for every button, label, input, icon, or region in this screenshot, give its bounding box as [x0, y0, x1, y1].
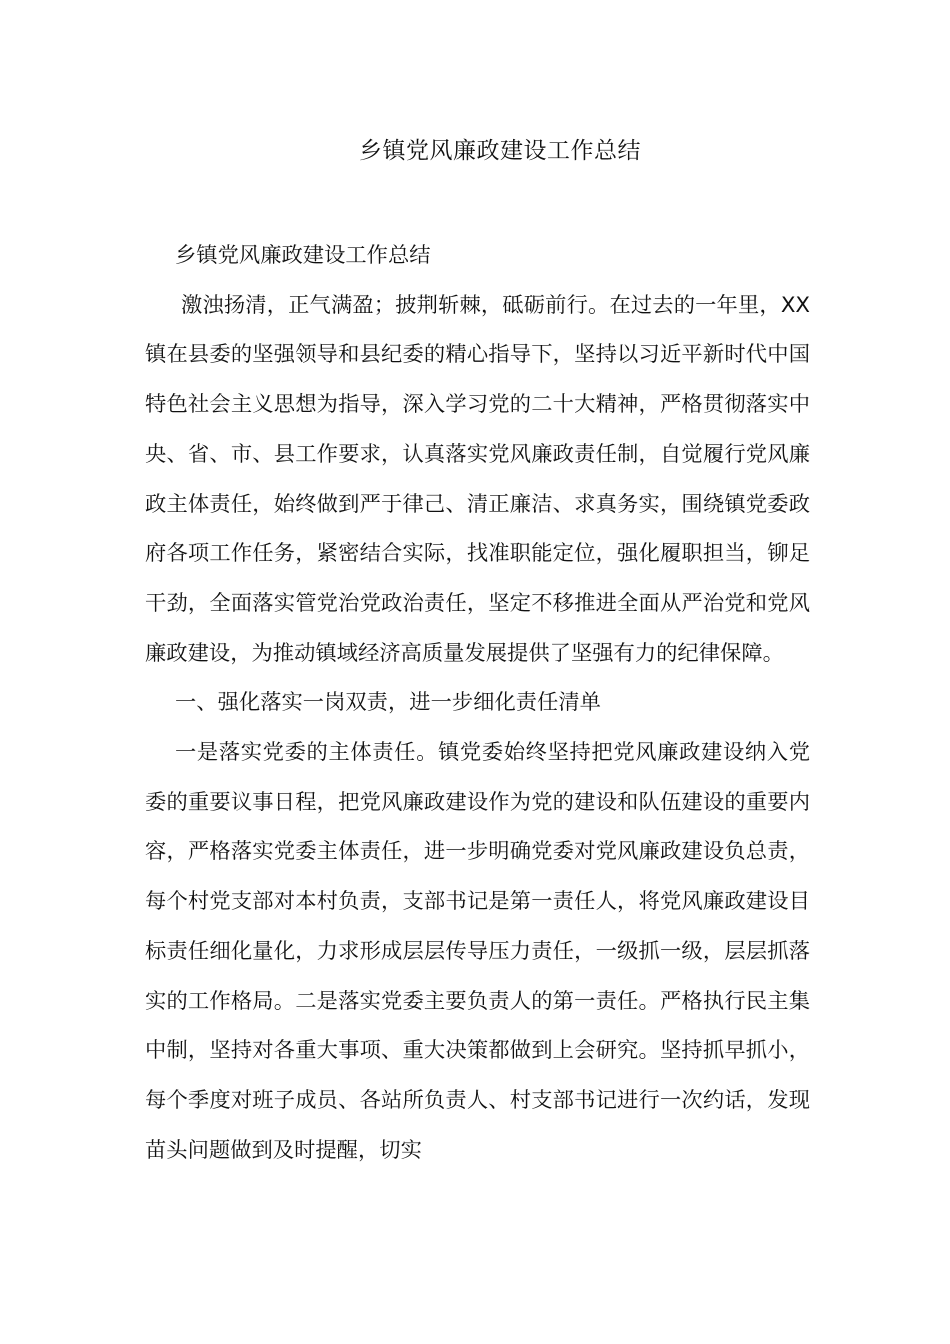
document-title: 乡镇党风廉政建设工作总结: [359, 138, 641, 164]
intro-paragraph: 激浊扬清，正气满盈；披荆斩棘，砥砺前行。在过去的一年里，XX镇在县委的坚强领导和县纪委的精心指导下，坚持以习近平新时代中国特色社会主义思想为指导，深入学习党的二十大精神，严格贯彻落实中央、省、市、县工作要求，认真落实党风廉政责任制，自觉履行党风廉政主体责任，始终做到严于律己、清正廉洁、求真务实，围绕镇党委政府各项工作任务，紧密结合实际，找准职能定位，强化履职担当，铆足干劲，全面落实管党治党政治责任，坚定不移推进全面从严治党和党风廉政建设，为推动镇域经济高质量发展提供了坚强有力的纪律保障。: [145, 292, 810, 666]
subtitle-paragraph: 乡镇党风廉政建设工作总结: [175, 243, 431, 268]
document-body: [145, 231, 810, 1175]
section-heading: 一、强化落实一岗双责，进一步细化责任清单: [175, 690, 601, 716]
section-body-paragraph: 一是落实党委的主体责任。镇党委始终坚持把党风廉政建设纳入党委的重要议事日程，把党风廉政建设作为党的建设和队伍建设的重要内容，严格落实党委主体责任，进一步明确党委对党风廉政建设负总责，每个村党支部对本村负责，支部书记是第一责任人，将党风廉政建设目标责任细化量化，力求形成层层传导压力责任，一级抓一级，层层抓落实的工作格局。二是落实党委主要负责人的第一责任。严格执行民主集中制，坚持对各重大事项、重大决策都做到上会研究。坚持抓早抓小，每个季度对班子成员、各站所负责人、村支部书记进行一次约话，发现苗头问题做到及时提醒，切实: [145, 740, 810, 1163]
